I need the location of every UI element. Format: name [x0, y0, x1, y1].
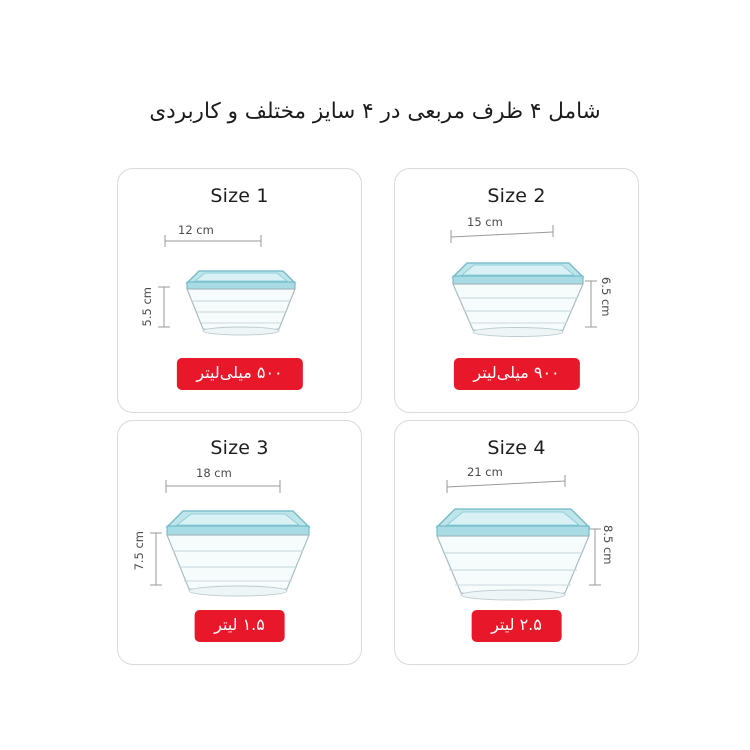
- width-label: 15 cm: [467, 215, 503, 229]
- size-card-3[interactable]: [117, 420, 362, 665]
- capacity-badge: ۱.۵ لیتر: [194, 610, 285, 642]
- capacity-badge: ۹۰۰ میلی‌لیتر: [453, 358, 579, 390]
- container-illustration-3: [118, 467, 363, 617]
- height-dimension-line: [148, 529, 166, 591]
- container-svg: [161, 249, 321, 341]
- size-card-2[interactable]: [394, 168, 639, 413]
- size-card-title: Size 2: [487, 185, 546, 207]
- size-card-4[interactable]: [394, 420, 639, 665]
- container-illustration-4: [395, 467, 640, 617]
- height-label: 8.5 cm: [601, 525, 615, 565]
- size-card-1[interactable]: [117, 168, 362, 413]
- width-label: 18 cm: [196, 466, 232, 480]
- height-label: 5.5 cm: [140, 287, 154, 327]
- height-label: 6.5 cm: [599, 277, 613, 317]
- size-card-grid: [117, 168, 637, 668]
- container-svg: [143, 489, 339, 605]
- height-label: 7.5 cm: [132, 531, 146, 571]
- width-label: 21 cm: [467, 465, 503, 479]
- capacity-badge: ۵۰۰ میلی‌لیتر: [176, 358, 302, 390]
- width-dimension-line: [447, 227, 563, 247]
- container-illustration-1: [118, 215, 363, 365]
- size-card-title: Size 3: [210, 437, 269, 459]
- capacity-badge: ۲.۵ لیتر: [471, 610, 562, 642]
- page-title: شامل ۴ ظرف مربعی در ۴ سایز مختلف و کاربردی: [149, 99, 601, 124]
- container-svg: [427, 241, 609, 345]
- size-card-title: Size 1: [210, 185, 269, 207]
- container-illustration-2: [395, 215, 640, 365]
- size-card-title: Size 4: [487, 437, 546, 459]
- height-dimension-line: [156, 283, 174, 333]
- width-dimension-line: [162, 477, 288, 497]
- width-dimension-line: [443, 475, 573, 497]
- width-label: 12 cm: [178, 223, 214, 237]
